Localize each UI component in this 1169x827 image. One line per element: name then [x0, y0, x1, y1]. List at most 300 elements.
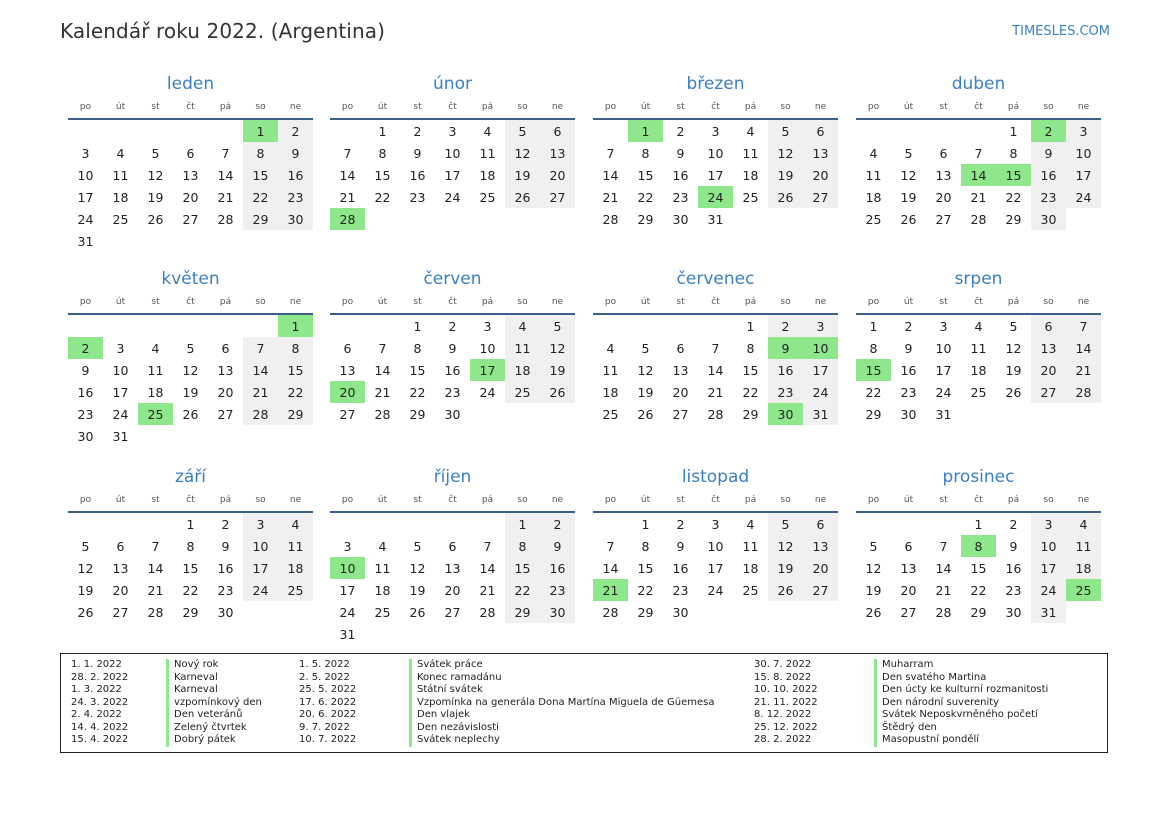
empty-cell — [891, 512, 926, 535]
day-cell: 7 — [606, 538, 615, 554]
day-cell: 18 — [602, 384, 619, 400]
day-cell: 24 — [243, 579, 278, 601]
day-cell: 20 — [444, 582, 461, 598]
weekday-header: ne — [1066, 291, 1101, 314]
weekday-header: út — [891, 489, 926, 512]
weekday-header: st — [400, 291, 435, 314]
day-cell: 6 — [676, 340, 685, 356]
day-cell: 17 — [243, 557, 278, 579]
empty-cell — [926, 512, 961, 535]
day-cell: 23 — [900, 384, 917, 400]
weekday-header: pá — [733, 291, 768, 314]
weekday-header: čt — [961, 291, 996, 314]
day-cell: 7 — [483, 538, 492, 554]
day-cell: 26 — [540, 381, 575, 403]
day-cell: 21 — [339, 189, 356, 205]
weekday-header: st — [926, 489, 961, 512]
weekday-header: čt — [173, 291, 208, 314]
day-cell: 8 — [243, 142, 278, 164]
day-cell: 20 — [935, 189, 952, 205]
legend-date: 10. 10. 2022 — [754, 684, 818, 695]
day-cell: 2 — [904, 318, 913, 334]
day-cell: 5 — [768, 512, 803, 535]
day-cell: 10 — [243, 535, 278, 557]
empty-cell — [208, 119, 243, 142]
legend-date: 25. 5. 2022 — [299, 684, 357, 695]
day-cell: 11 — [602, 362, 619, 378]
day-cell: 17 — [112, 384, 129, 400]
legend-date: 28. 2. 2022 — [71, 671, 129, 683]
day-cell: 14 — [217, 167, 234, 183]
day-cell: 13 — [900, 560, 917, 576]
day-cell: 21 — [374, 384, 391, 400]
day-cell: 10 — [77, 167, 94, 183]
day-cell: 18 — [970, 362, 987, 378]
legend-date: 2. 5. 2022 — [299, 671, 350, 683]
month-calendar — [68, 267, 313, 447]
day-cell: 27 — [540, 186, 575, 208]
legend-holiday-name: Svátek práce — [409, 659, 483, 672]
empty-cell — [243, 230, 278, 252]
day-cell: 2 — [676, 123, 685, 139]
day-cell: 1 — [1009, 123, 1018, 139]
day-cell: 8 — [961, 535, 996, 557]
day-cell: 11 — [742, 538, 759, 554]
day-cell: 31 — [112, 428, 129, 444]
day-cell: 13 — [444, 560, 461, 576]
weekday-header: po — [68, 489, 103, 512]
weekday-header: pá — [470, 291, 505, 314]
day-cell: 20 — [182, 189, 199, 205]
day-cell: 14 — [1066, 337, 1101, 359]
weekday-header: po — [593, 96, 628, 119]
legend-date: 10. 7. 2022 — [299, 734, 357, 745]
weekday-header: pá — [470, 96, 505, 119]
day-cell: 27 — [803, 579, 838, 601]
month-name: listopad — [681, 467, 750, 487]
day-cell: 1 — [505, 512, 540, 535]
empty-cell — [540, 403, 575, 425]
day-cell: 3 — [711, 123, 720, 139]
weekday-header: út — [628, 96, 663, 119]
empty-cell — [138, 512, 173, 535]
legend-date: 30. 7. 2022 — [754, 659, 812, 670]
day-cell: 10 — [707, 538, 724, 554]
weekday-header: ne — [1066, 489, 1101, 512]
day-cell: 26 — [182, 406, 199, 422]
day-cell: 19 — [540, 359, 575, 381]
day-cell: 3 — [483, 318, 492, 334]
day-cell: 5 — [768, 119, 803, 142]
day-cell: 12 — [77, 560, 94, 576]
day-cell: 22 — [278, 381, 313, 403]
day-cell: 8 — [641, 538, 650, 554]
day-cell: 6 — [221, 340, 230, 356]
day-cell: 15 — [856, 359, 891, 381]
empty-cell — [768, 601, 803, 623]
day-cell: 12 — [540, 337, 575, 359]
day-cell: 7 — [974, 145, 983, 161]
day-cell: 24 — [339, 604, 356, 620]
empty-cell — [243, 425, 278, 447]
day-cell: 24 — [444, 189, 461, 205]
day-cell: 15 — [742, 362, 759, 378]
page-title: Kalendář roku 2022. (Argentina) — [60, 19, 385, 43]
day-cell: 25 — [865, 211, 882, 227]
day-cell: 17 — [444, 167, 461, 183]
legend-holiday-name: Den úcty ke kulturní rozmanitosti — [874, 684, 1048, 697]
day-cell: 2 — [68, 337, 103, 359]
day-cell: 31 — [935, 406, 952, 422]
legend-date: 1. 3. 2022 — [71, 684, 122, 695]
day-cell: 19 — [768, 164, 803, 186]
empty-cell — [435, 512, 470, 535]
empty-cell — [208, 314, 243, 337]
legend-holiday-name: Den národní suverenity — [874, 697, 999, 710]
empty-cell — [540, 208, 575, 230]
day-cell: 5 — [1009, 318, 1018, 334]
day-cell: 15 — [970, 560, 987, 576]
empty-cell — [470, 623, 505, 645]
day-cell: 11 — [278, 535, 313, 557]
legend-date: 20. 6. 2022 — [299, 709, 357, 720]
weekday-header: so — [505, 96, 540, 119]
site-link[interactable]: TIMESLES.COM — [1012, 24, 1110, 39]
empty-cell — [400, 208, 435, 230]
day-cell: 22 — [865, 384, 882, 400]
day-cell: 14 — [374, 362, 391, 378]
day-cell: 18 — [374, 582, 391, 598]
weekday-header: út — [103, 96, 138, 119]
month-name: září — [174, 467, 207, 487]
empty-cell — [243, 314, 278, 337]
day-cell: 1 — [413, 318, 422, 334]
empty-cell — [1066, 601, 1101, 623]
month-name: březen — [686, 74, 745, 94]
day-cell: 25 — [1066, 579, 1101, 601]
day-cell: 9 — [676, 538, 685, 554]
day-cell: 26 — [900, 211, 917, 227]
day-cell: 6 — [803, 119, 838, 142]
weekday-header: ne — [278, 96, 313, 119]
legend-holiday-name: Muharram — [874, 659, 933, 672]
weekday-header: st — [663, 291, 698, 314]
day-cell: 10 — [803, 337, 838, 359]
day-cell: 9 — [1031, 142, 1066, 164]
day-cell: 9 — [768, 337, 803, 359]
day-cell: 28 — [970, 211, 987, 227]
day-cell: 29 — [1005, 211, 1022, 227]
legend-holiday-name: Štědrý den — [874, 722, 937, 735]
day-cell: 21 — [479, 582, 496, 598]
day-cell: 16 — [672, 167, 689, 183]
weekday-header: po — [68, 291, 103, 314]
empty-cell — [1066, 208, 1101, 230]
empty-cell — [330, 512, 365, 535]
month-calendar — [68, 465, 313, 623]
day-cell: 25 — [742, 582, 759, 598]
day-cell: 30 — [672, 604, 689, 620]
weekday-header: so — [1031, 96, 1066, 119]
month-name: srpen — [954, 269, 1003, 289]
day-cell: 27 — [217, 406, 234, 422]
weekday-header: st — [138, 96, 173, 119]
day-cell: 16 — [1031, 164, 1066, 186]
day-cell: 28 — [1066, 381, 1101, 403]
day-cell: 26 — [768, 579, 803, 601]
day-cell: 20 — [1031, 359, 1066, 381]
month-name: červen — [423, 269, 482, 289]
day-cell: 2 — [448, 318, 457, 334]
weekday-header: út — [103, 489, 138, 512]
weekday-header: ne — [278, 489, 313, 512]
day-cell: 29 — [637, 211, 654, 227]
day-cell: 20 — [803, 164, 838, 186]
day-cell: 1 — [746, 318, 755, 334]
weekday-header: po — [330, 489, 365, 512]
day-cell: 30 — [444, 406, 461, 422]
day-cell: 24 — [1066, 186, 1101, 208]
day-cell: 7 — [221, 145, 230, 161]
day-cell: 8 — [869, 340, 878, 356]
legend-holiday-name: vzpomínkový den — [166, 697, 262, 710]
month-name: červenec — [676, 269, 755, 289]
day-cell: 23 — [217, 582, 234, 598]
weekday-header: po — [593, 489, 628, 512]
day-cell: 21 — [602, 189, 619, 205]
day-cell: 15 — [278, 359, 313, 381]
day-cell: 22 — [182, 582, 199, 598]
day-cell: 8 — [505, 535, 540, 557]
month-name: únor — [433, 74, 472, 94]
day-cell: 11 — [147, 362, 164, 378]
weekday-header: so — [1031, 489, 1066, 512]
day-cell: 26 — [147, 211, 164, 227]
day-cell: 11 — [742, 145, 759, 161]
weekday-header: pá — [208, 489, 243, 512]
day-cell: 29 — [742, 406, 759, 422]
day-cell: 9 — [904, 340, 913, 356]
empty-cell — [330, 314, 365, 337]
day-cell: 18 — [147, 384, 164, 400]
empty-cell — [1031, 403, 1066, 425]
day-cell: 1 — [186, 516, 195, 532]
legend-date: 9. 7. 2022 — [299, 721, 350, 733]
day-cell: 5 — [81, 538, 90, 554]
day-cell: 25 — [138, 403, 173, 425]
empty-cell — [68, 314, 103, 337]
empty-cell — [698, 314, 733, 337]
empty-cell — [330, 119, 365, 142]
day-cell: 29 — [278, 403, 313, 425]
day-cell: 4 — [606, 340, 615, 356]
weekday-header: čt — [698, 96, 733, 119]
day-cell: 18 — [742, 560, 759, 576]
day-cell: 22 — [505, 579, 540, 601]
day-cell: 10 — [707, 145, 724, 161]
day-cell: 31 — [707, 211, 724, 227]
day-cell: 26 — [637, 406, 654, 422]
weekday-header: čt — [173, 96, 208, 119]
weekday-header: út — [365, 96, 400, 119]
legend-date: 2. 4. 2022 — [71, 709, 122, 720]
day-cell: 25 — [374, 604, 391, 620]
empty-cell — [803, 208, 838, 230]
day-cell: 11 — [1066, 535, 1101, 557]
empty-cell — [505, 403, 540, 425]
day-cell: 18 — [479, 167, 496, 183]
day-cell: 12 — [505, 142, 540, 164]
day-cell: 19 — [768, 557, 803, 579]
day-cell: 12 — [768, 142, 803, 164]
day-cell: 1 — [628, 119, 663, 142]
day-cell: 9 — [540, 535, 575, 557]
day-cell: 17 — [707, 167, 724, 183]
day-cell: 13 — [339, 362, 356, 378]
day-cell: 7 — [151, 538, 160, 554]
day-cell: 18 — [865, 189, 882, 205]
empty-cell — [698, 601, 733, 623]
day-cell: 25 — [970, 384, 987, 400]
day-cell: 28 — [707, 406, 724, 422]
day-cell: 27 — [444, 604, 461, 620]
day-cell: 19 — [1005, 362, 1022, 378]
month-calendar — [68, 72, 313, 252]
day-cell: 21 — [593, 579, 628, 601]
day-cell: 4 — [483, 123, 492, 139]
day-cell: 5 — [151, 145, 160, 161]
day-cell: 13 — [1031, 337, 1066, 359]
day-cell: 3 — [803, 314, 838, 337]
weekday-header: so — [768, 489, 803, 512]
day-cell: 19 — [182, 384, 199, 400]
day-cell: 2 — [1031, 119, 1066, 142]
day-cell: 3 — [1031, 512, 1066, 535]
day-cell: 28 — [217, 211, 234, 227]
empty-cell — [68, 119, 103, 142]
day-cell: 7 — [1066, 314, 1101, 337]
day-cell: 15 — [243, 164, 278, 186]
weekday-header: st — [400, 489, 435, 512]
weekday-header: po — [856, 489, 891, 512]
day-cell: 6 — [803, 512, 838, 535]
weekday-header: po — [593, 291, 628, 314]
day-cell: 17 — [339, 582, 356, 598]
empty-cell — [768, 208, 803, 230]
day-cell: 1 — [243, 119, 278, 142]
empty-cell — [173, 425, 208, 447]
day-cell: 30 — [672, 211, 689, 227]
day-cell: 23 — [278, 186, 313, 208]
empty-cell — [856, 119, 891, 142]
weekday-header: út — [365, 489, 400, 512]
legend-holiday-name: Karneval — [166, 672, 218, 685]
day-cell: 29 — [865, 406, 882, 422]
day-cell: 27 — [672, 406, 689, 422]
legend-holiday-name: Svátek neplechy — [409, 734, 500, 747]
day-cell: 10 — [444, 145, 461, 161]
weekday-header: ne — [540, 96, 575, 119]
day-cell: 4 — [278, 512, 313, 535]
day-cell: 4 — [1066, 512, 1101, 535]
weekday-header: po — [330, 96, 365, 119]
day-cell: 24 — [707, 582, 724, 598]
day-cell: 23 — [540, 579, 575, 601]
day-cell: 19 — [637, 384, 654, 400]
day-cell: 13 — [182, 167, 199, 183]
day-cell: 6 — [904, 538, 913, 554]
weekday-header: so — [505, 291, 540, 314]
day-cell: 21 — [1066, 359, 1101, 381]
weekday-header: ne — [803, 96, 838, 119]
day-cell: 28 — [935, 604, 952, 620]
month-calendar — [330, 465, 575, 645]
day-cell: 8 — [746, 340, 755, 356]
day-cell: 28 — [243, 403, 278, 425]
day-cell: 25 — [479, 189, 496, 205]
day-cell: 27 — [803, 186, 838, 208]
weekday-header: út — [891, 96, 926, 119]
day-cell: 29 — [243, 208, 278, 230]
legend-holiday-name: Masopustní pondělí — [874, 734, 979, 747]
day-cell: 28 — [147, 604, 164, 620]
empty-cell — [103, 230, 138, 252]
day-cell: 20 — [112, 582, 129, 598]
day-cell: 30 — [217, 604, 234, 620]
legend-date: 17. 6. 2022 — [299, 696, 357, 708]
empty-cell — [733, 601, 768, 623]
day-cell: 15 — [182, 560, 199, 576]
day-cell: 7 — [343, 145, 352, 161]
day-cell: 14 — [243, 359, 278, 381]
empty-cell — [138, 119, 173, 142]
empty-cell — [1066, 403, 1101, 425]
day-cell: 15 — [374, 167, 391, 183]
empty-cell — [435, 208, 470, 230]
day-cell: 7 — [606, 145, 615, 161]
legend-holiday-name: Svátek Neposkvrněného početí — [874, 709, 1038, 722]
weekday-header: pá — [996, 96, 1031, 119]
day-cell: 26 — [77, 604, 94, 620]
day-cell: 16 — [217, 560, 234, 576]
day-cell: 21 — [243, 381, 278, 403]
month-name: prosinec — [942, 467, 1015, 487]
day-cell: 30 — [900, 406, 917, 422]
empty-cell — [365, 208, 400, 230]
day-cell: 30 — [1005, 604, 1022, 620]
day-cell: 24 — [479, 384, 496, 400]
weekday-header: po — [68, 96, 103, 119]
day-cell: 23 — [768, 381, 803, 403]
day-cell: 19 — [900, 189, 917, 205]
day-cell: 2 — [768, 314, 803, 337]
empty-cell — [400, 623, 435, 645]
empty-cell — [628, 314, 663, 337]
day-cell: 8 — [641, 145, 650, 161]
day-cell: 27 — [112, 604, 129, 620]
weekday-header: so — [768, 291, 803, 314]
weekday-header: ne — [803, 489, 838, 512]
day-cell: 20 — [803, 557, 838, 579]
legend-date: 14. 4. 2022 — [71, 721, 129, 733]
day-cell: 17 — [470, 359, 505, 381]
weekday-header: ne — [1066, 96, 1101, 119]
day-cell: 27 — [900, 604, 917, 620]
day-cell: 13 — [540, 142, 575, 164]
day-cell: 17 — [803, 359, 838, 381]
day-cell: 7 — [939, 538, 948, 554]
day-cell: 8 — [186, 538, 195, 554]
